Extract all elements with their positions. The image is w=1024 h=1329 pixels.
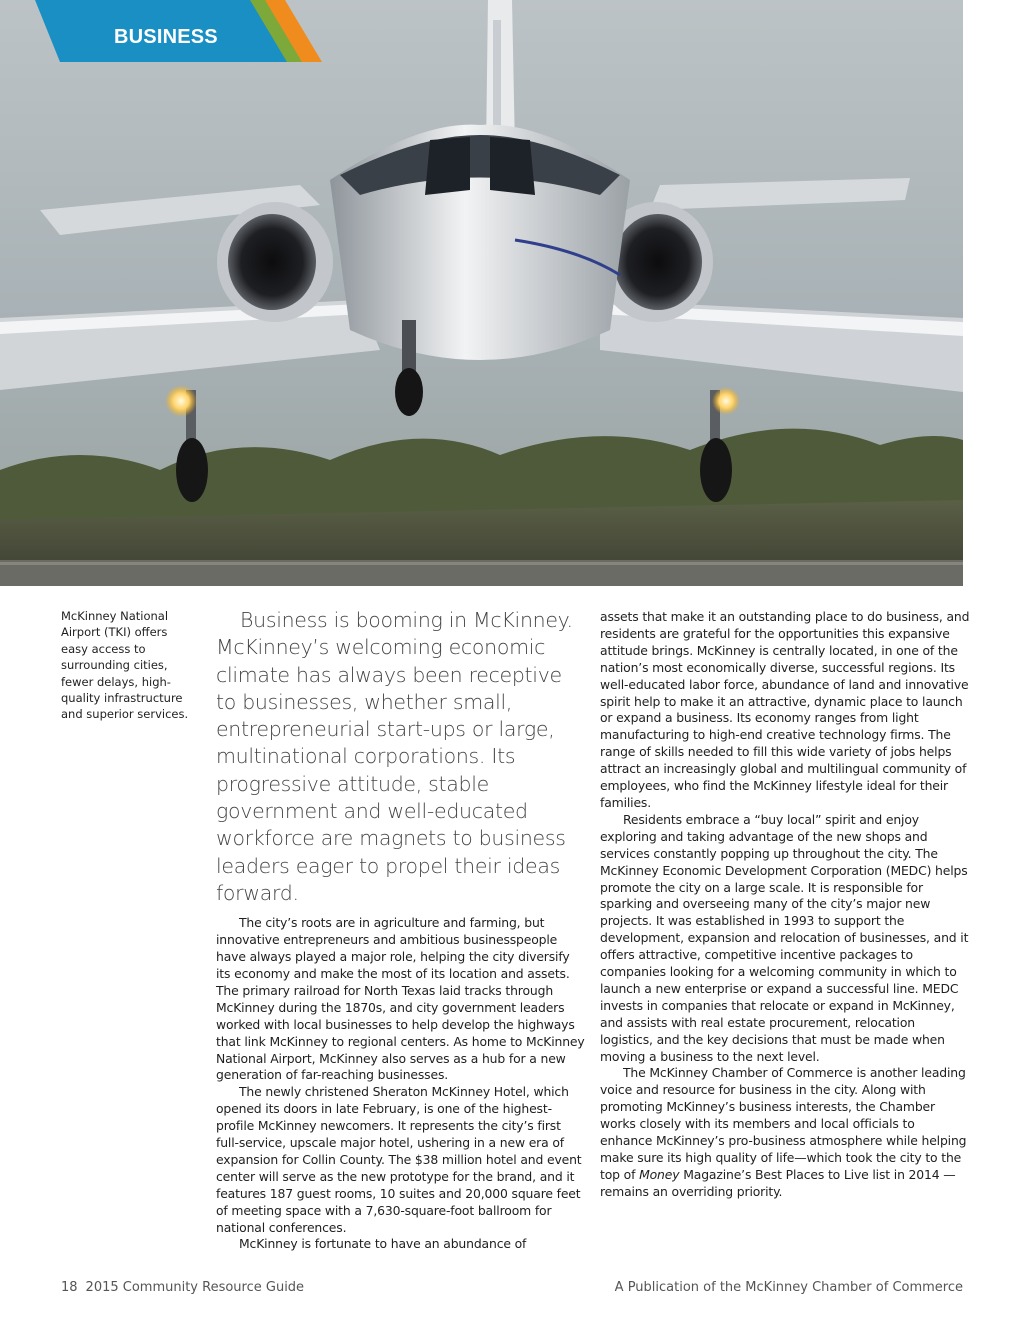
publication-name: 2015 Community Resource Guide: [85, 1280, 305, 1295]
article-paragraph: Residents embrace a “buy local” spirit and enjoy exploring and taking advantage of the new shops and services constantly popping up throughout the city. The McKinney Economic Development Corporation (MEDC) helps promote the city on a large scale. It is responsible for sparking and overseeing many of the city’s major new projects. It was established in 1993 to support the development, expansion and relocation of businesses, and it offers attractive, competitive incentive packages to companies looking for a welcoming community in which to launch a new enterprise or expand a successful line. MEDC invests in companies that relocate or expand in McKinney, and assists with real estate procurement, relocation logistics, and the key decisions that must be made when moving a business to the next level.: [600, 811, 969, 1064]
business-jet-illustration: [0, 0, 963, 586]
article-paragraph: The newly christened Sheraton McKinney Hotel, which opened its doors in late February, is one of the highest-profile McKinney newcomers. It represents the city’s first full-service, upscale major hotel, ushering in a new era of expansion for Collin County. The $38 million hotel and event center will serve as the new prototype for the brand, and it features 187 guest rooms, 10 suites and 20,000 square feet of meeting space with a 7,630-square-foot ballroom for national conferences.: [216, 1084, 582, 1235]
magazine-title: Money: [639, 1166, 680, 1182]
article-paragraph-continued: assets that make it an outstanding place to do business, and residents are grateful for the opportunities this expansive attitude brings. McKinney is centrally located, in one of the nation’s most economically diverse, successful regions. Its well-educated labor force, abundance of land and innovative spirit help to make it an attractive, dynamic place to launch or expand a business. Its economy ranges from light manufacturing to high-end creative technology firms. The range of skills needed to fill this wide variety of jobs helps attract an increasingly global and multilingual community of employees, who find the McKinney lifestyle ideal for their families.: [600, 609, 970, 810]
article-column-2: [600, 609, 970, 1201]
article-column-1: [216, 607, 586, 1253]
article-paragraph: The city’s roots are in agriculture and farming, but innovative entrepreneurs and ambitious businesspeople have always played a major role, helping the city diversify its economy and make the most of its location and assets. The primary railroad for North Texas laid tracks through McKinney during the 1870s, and city government leaders worked with local businesses to help develop the highways that link McKinney to regional centers. As home to McKinney National Airport, McKinney also serves as a hub for a new generation of far-reaching businesses.: [216, 915, 585, 1083]
hero-photo: [0, 0, 963, 586]
section-tab: [0, 0, 330, 62]
article-text: The McKinney Chamber of Commerce is another leading voice and resource for business in the city. Along with promoting McKinney’s business interests, the Chamber works closely with its members and local officials to enhance McKinney’s pro-business atmosphere while helping make sure its high quality of life—which took the city to the top of: [600, 1065, 967, 1182]
article-text: Magazine’s Best Places to Live list in 2014 — remains an overriding priority.: [600, 1166, 956, 1199]
footer-left: [61, 1280, 304, 1295]
article-paragraph: McKinney is fortunate to have an abundance of: [239, 1236, 527, 1252]
article-body-col1: [216, 915, 586, 1253]
article-intro: Business is booming in McKinney. McKinney’s welcoming economic climate has always been receptive to businesses, whether small, entrepreneurial start-ups or large, multinational corporations. Its progressive attitude, stable government and well-educated workforce are magnets to business leaders eager to propel their ideas forward.: [216, 608, 573, 905]
article-paragraph-chamber: [600, 1065, 970, 1200]
footer-right: A Publication of the McKinney Chamber of Commerce: [614, 1280, 963, 1295]
photo-caption: McKinney National Airport (TKI) offers easy access to surrounding cities, fewer delays, high-quality infrastructure and superior services.: [61, 609, 189, 722]
section-label: BUSINESS: [114, 26, 218, 48]
page-number: 18: [61, 1280, 78, 1295]
